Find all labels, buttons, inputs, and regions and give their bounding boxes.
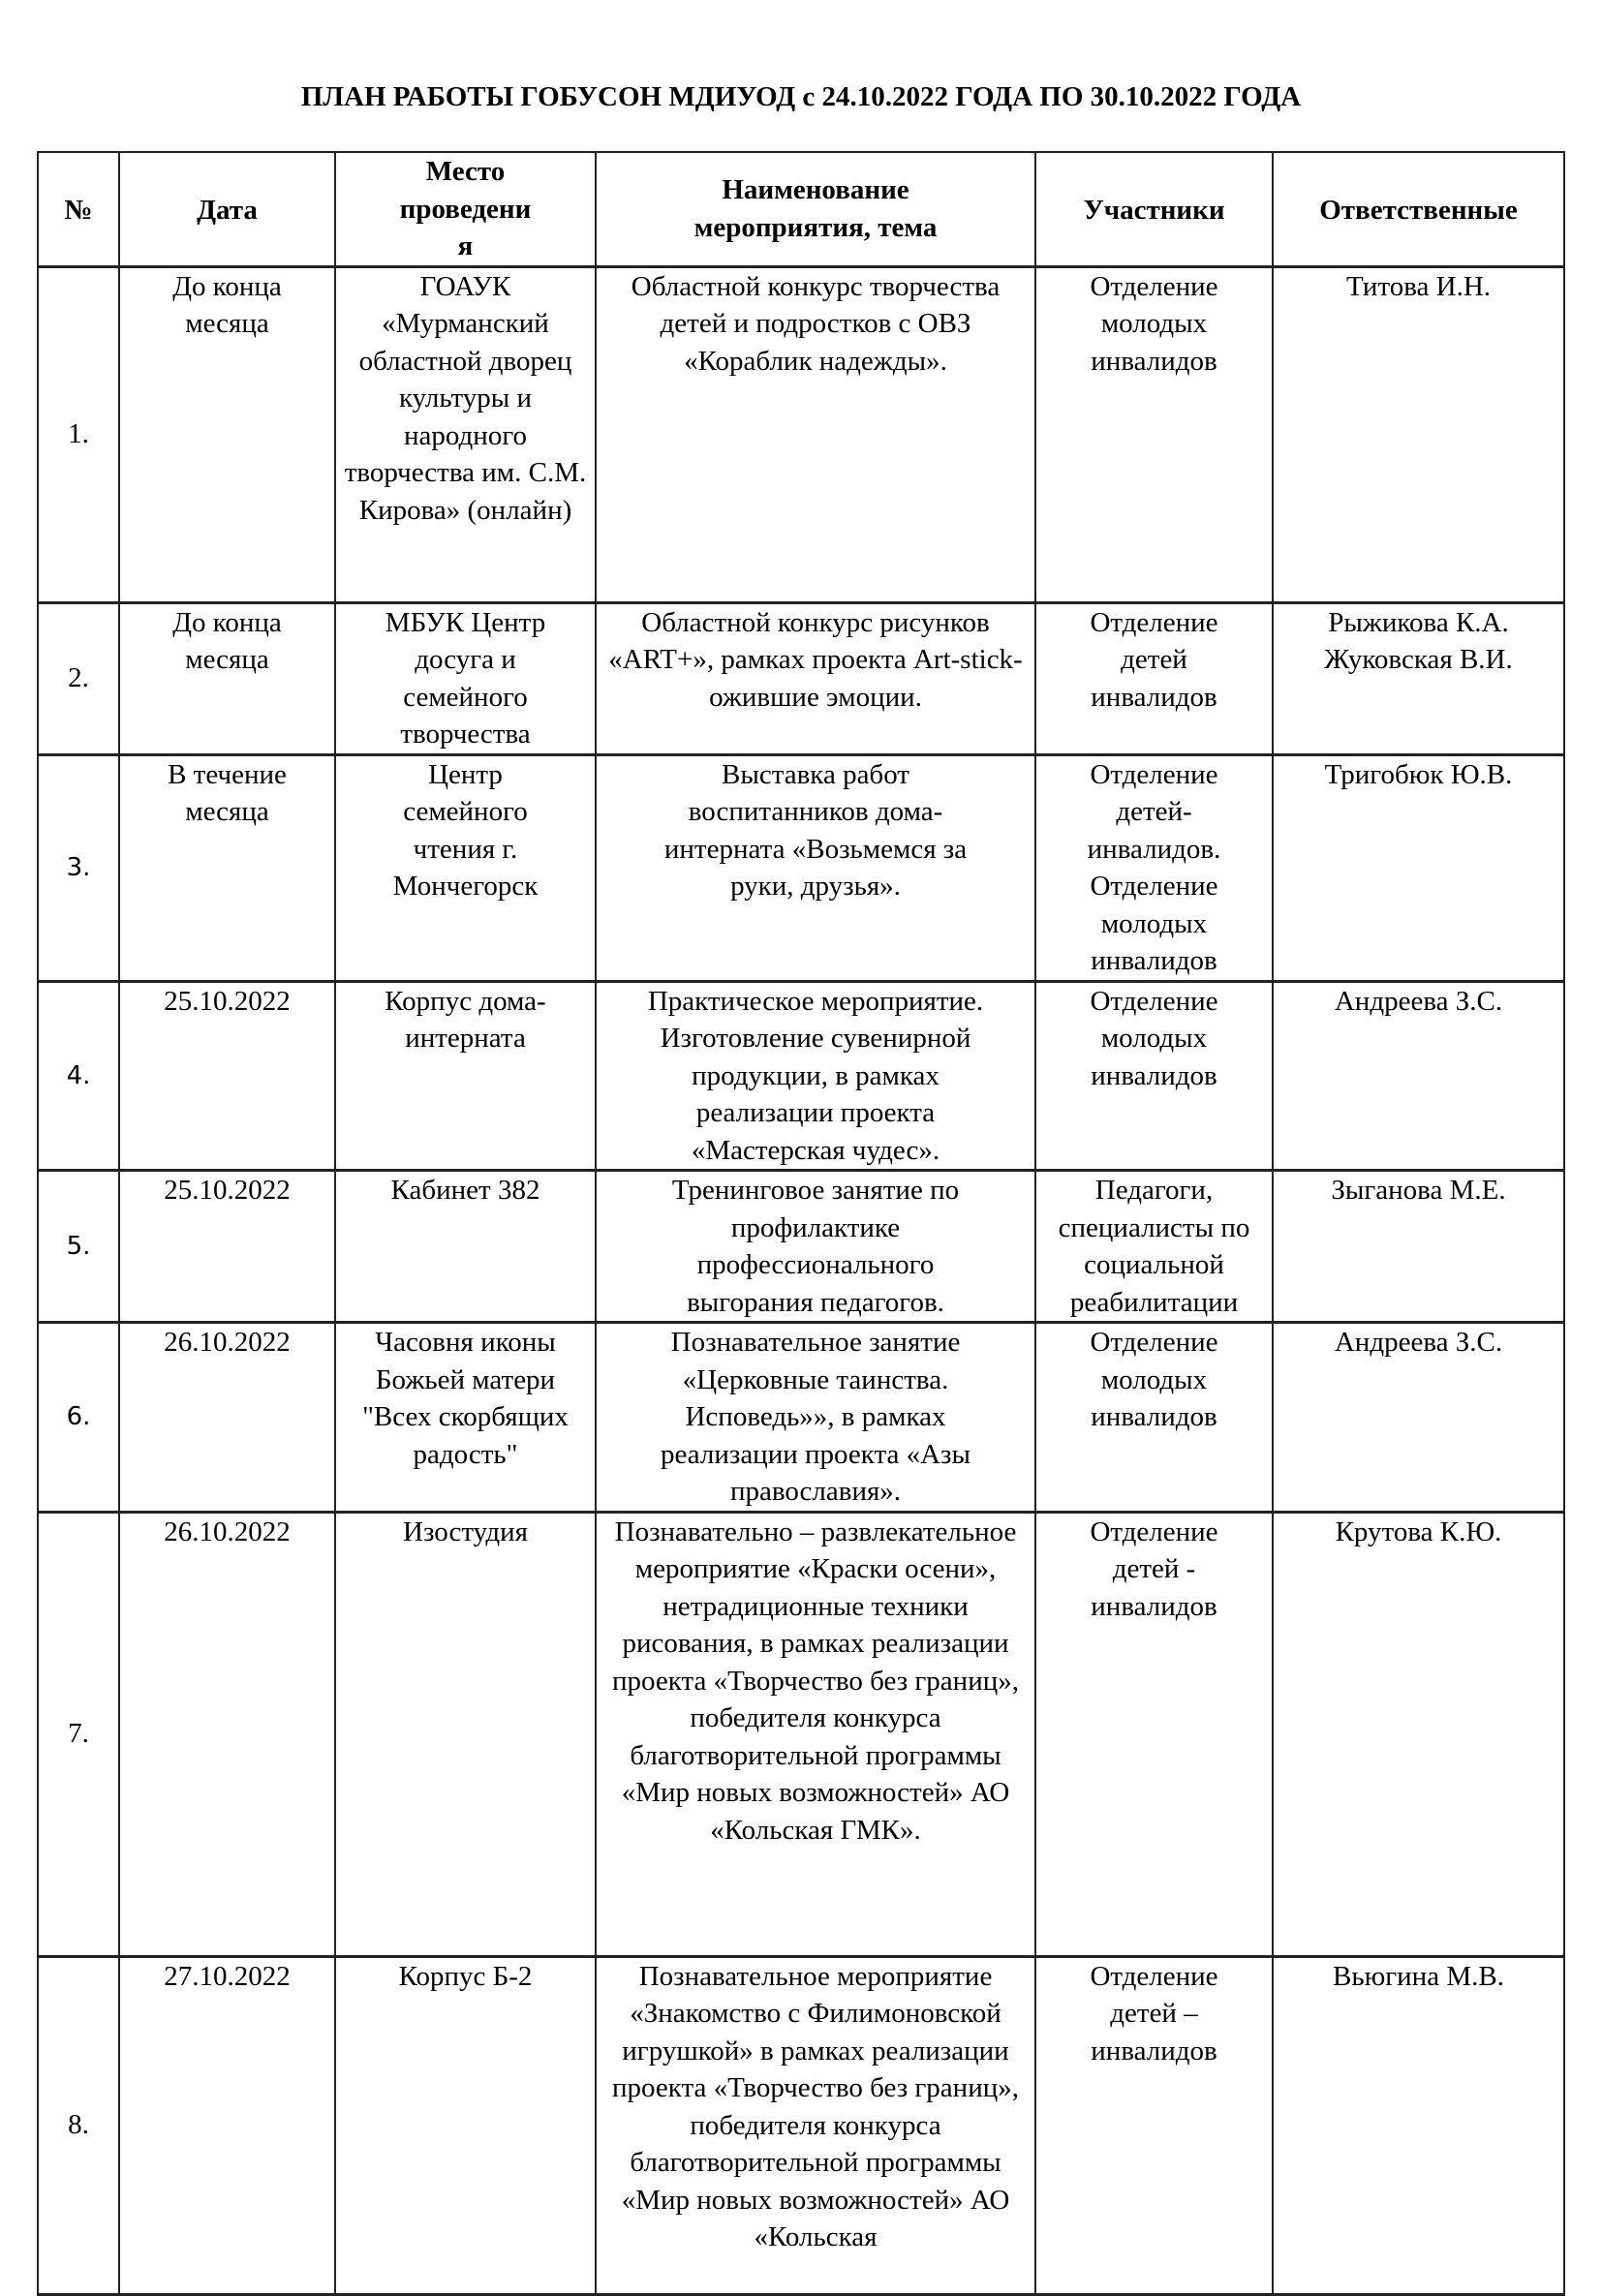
row-place: МБУК Центр досуга и семейного творчества [335,602,596,754]
row-date: 26.10.2022 [119,1323,335,1513]
row-participants: Отделение детей-инвалидов. Отделение молодых инвалидов [1035,754,1273,981]
row-number: 2. [38,602,119,754]
row-number: 4. [38,981,119,1171]
row-date: 25.10.2022 [119,981,335,1171]
row-responsible: Титова И.Н. [1273,266,1564,602]
row-number: 7. [38,1512,119,1956]
row-number: 6. [38,1323,119,1513]
table-row [38,981,1564,1171]
row-participants: Отделение молодых инвалидов [1035,981,1273,1171]
row-date: До конца месяца [119,266,335,602]
table-row [38,1323,1564,1513]
table-row [38,602,1564,754]
table-row [38,1956,1564,2294]
row-date: В течение месяца [119,754,335,981]
row-event: Областной конкурс творчества детей и подростков с ОВЗ «Кораблик надежды». [596,266,1035,602]
row-event: Выставка работ воспитанников дома-интерната «Возьмемся за руки, друзья». [596,754,1035,981]
row-number: 3. [38,754,119,981]
header-event: Наименование мероприятия, тема [596,152,1035,266]
row-place: Корпус Б-2 [335,1956,596,2294]
document-title: ПЛАН РАБОТЫ ГОБУСОН МДИУОД с 24.10.2022 ГОДА ПО 30.10.2022 ГОДА [300,81,1302,112]
row-responsible: Зыганова М.Е. [1273,1171,1564,1323]
row-place: Центр семейного чтения г. Мончегорск [335,754,596,981]
row-event: Тренинговое занятие по профилактике профессионального выгорания педагогов. [596,1171,1035,1323]
row-event: Познавательное мероприятие «Знакомство с Филимоновской игрушкой» в рамках реализации проекта «Творчество без границ», победителя конкурса благотворительной программы «Мир новых возможностей» АО «Кольская [596,1956,1035,2294]
row-responsible: Тригобюк Ю.В. [1273,754,1564,981]
row-number: 8. [38,1956,119,2294]
table-row [38,1512,1564,1956]
row-participants: Отделение детей – инвалидов [1035,1956,1273,2294]
row-number: 1. [38,266,119,602]
row-place: Корпус дома-интерната [335,981,596,1171]
row-participants: Отделение молодых инвалидов [1035,1323,1273,1513]
row-responsible: Рыжикова К.А. Жуковская В.И. [1273,602,1564,754]
row-event: Практическое мероприятие. Изготовление сувенирной продукции, в рамках реализации проекта «Мастерская чудес». [596,981,1035,1171]
table-row [38,754,1564,981]
row-date: 25.10.2022 [119,1171,335,1323]
table-header-row [38,152,1564,266]
row-participants: Отделение молодых инвалидов [1035,266,1273,602]
row-responsible: Андреева З.С. [1273,1323,1564,1513]
table-row [38,1171,1564,1323]
row-place: Кабинет 382 [335,1171,596,1323]
row-event: Познавательное занятие «Церковные таинства. Исповедь»», в рамках реализации проекта «Азы православия». [596,1323,1035,1513]
row-place: Изостудия [335,1512,596,1956]
row-participants: Отделение детей - инвалидов [1035,1512,1273,1956]
header-participants: Участники [1035,152,1273,266]
header-responsible: Ответственные [1273,152,1564,266]
row-date: 27.10.2022 [119,1956,335,2294]
row-place: ГОАУК «Мурманский областной дворец культуры и народного творчества им. С.М. Кирова» (онлайн) [335,266,596,602]
row-date: 26.10.2022 [119,1512,335,1956]
row-event: Областной конкурс рисунков «ART+», рамках проекта Art-stick-ожившие эмоции. [596,602,1035,754]
table-row [38,266,1564,602]
row-responsible: Андреева З.С. [1273,981,1564,1171]
row-event: Познавательно – развлекательное мероприятие «Краски осени», нетрадиционные техники рисования, в рамках реализации проекта «Творчество без границ», победителя конкурса благотворительной программы «Мир новых возможностей» АО «Кольская ГМК». [596,1512,1035,1956]
row-participants: Педагоги, специалисты по социальной реабилитации [1035,1171,1273,1323]
header-date: Дата [119,152,335,266]
row-responsible: Крутова К.Ю. [1273,1512,1564,1956]
row-number: 5. [38,1171,119,1323]
row-place: Часовня иконы Божьей матери "Всех скорбящих радость" [335,1323,596,1513]
row-participants: Отделение детей инвалидов [1035,602,1273,754]
header-place: Место проведения [335,152,596,266]
row-date: До конца месяца [119,602,335,754]
row-responsible: Вьюгина М.В. [1273,1956,1564,2294]
work-plan-table [37,151,1565,2296]
header-number: № [38,152,119,266]
